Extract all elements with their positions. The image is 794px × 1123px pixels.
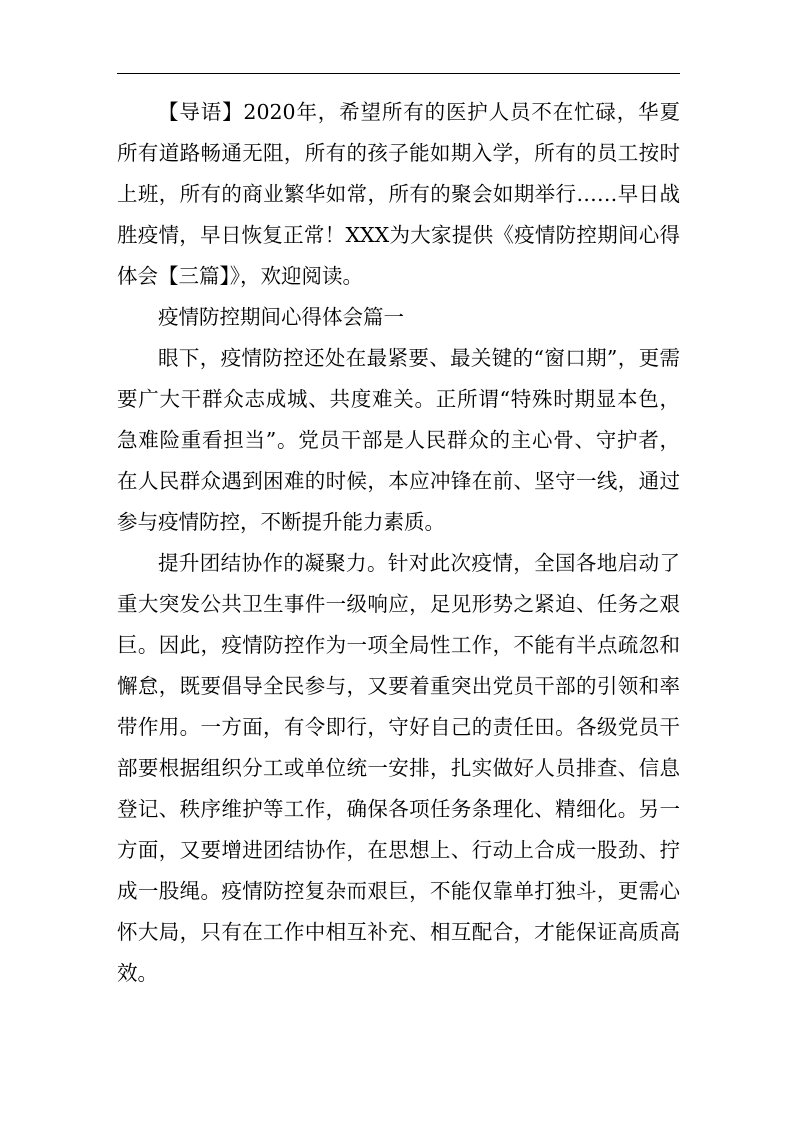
document-body xyxy=(117,92,680,994)
body-paragraph: 眼下，疫情防控还处在最紧要、最关键的“窗口期”，更需要广大干群众志成城、共度难关。正所谓“特殊时期显本色，急难险重看担当”。党员干部是人民群众的主心骨、守护者，在人民群众遇到困难的时候，本应冲锋在前、坚守一线，通过参与疫情防控，不断提升能力素质。 xyxy=(117,346,680,534)
intro-paragraph: 【导语】2020年，希望所有的医护人员不在忙碌，华夏所有道路畅通无阻，所有的孩子能如期入学，所有的员工按时上班，所有的商业繁华如常，所有的聚会如期举行……早日战胜疫情，早日恢复正常！XXX为大家提供《疫情防控期间心得体会【三篇】》，欢迎阅读。 xyxy=(117,100,680,288)
section-heading: 疫情防控期间心得体会篇一 xyxy=(158,305,404,329)
header-divider xyxy=(117,73,680,74)
body-paragraph: 提升团结协作的凝聚力。针对此次疫情，全国各地启动了重大突发公共卫生事件一级响应，足见形势之紧迫、任务之艰巨。因此，疫情防控作为一项全局性工作，不能有半点疏忽和懈怠，既要倡导全民参与，又要着重突出党员干部的引领和率带作用。一方面，有令即行，守好自己的责任田。各级党员干部要根据组织分工或单位统一安排，扎实做好人员排查、信息登记、秩序维护等工作，确保各项任务条理化、精细化。另一方面，又要增进团结协作，在思想上、行动上合成一股劲、拧成一股绳。疫情防控复杂而艰巨，不能仅靠单打独斗，更需心怀大局，只有在工作中相互补充、相互配合，才能保证高质高效。 xyxy=(117,551,680,985)
